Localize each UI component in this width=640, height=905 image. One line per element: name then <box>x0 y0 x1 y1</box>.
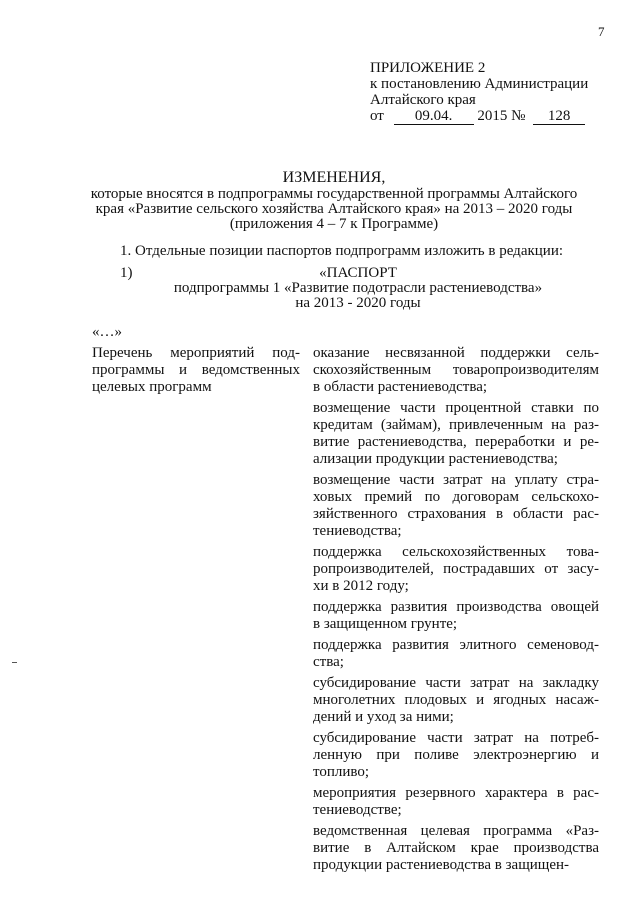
number-label: № <box>511 108 526 124</box>
measure-line: ства; <box>313 654 344 670</box>
passport-item-number: 1) <box>120 265 133 281</box>
ellipsis-quote: «…» <box>92 324 122 340</box>
measure-item <box>313 637 599 671</box>
measure-line: возмещение части затрат на уплату стра- <box>313 472 599 488</box>
measure-line: субсидирование части затрат на закладку <box>313 675 599 691</box>
from-label: от <box>370 108 384 124</box>
measure-line: в защищенном грунте; <box>313 616 458 632</box>
measure-line: витие растениеводства, переработки и ре- <box>313 434 599 450</box>
measure-line: тениеводстве; <box>313 802 402 818</box>
measure-line: кредитам (займам), привлеченным на раз- <box>313 417 599 433</box>
appendix-line-1: к постановлению Администрации <box>370 76 589 92</box>
measure-line: поддержка развития элитного семеновод- <box>313 637 599 653</box>
measure-line: возмещение части процентной ставки по <box>313 400 599 416</box>
passport-title: «ПАСПОРТ <box>319 265 397 281</box>
measure-line: топливо; <box>313 764 370 780</box>
measure-line: ленную при поливе электроэнергию и <box>313 747 599 763</box>
measure-line: ализации продукции растениеводства; <box>313 451 558 467</box>
measure-item <box>313 544 599 595</box>
measure-item <box>313 730 599 781</box>
decree-number: 128 <box>533 108 585 125</box>
passport-title-block <box>120 266 596 311</box>
changes-line-1: которые вносятся в подпрограммы государственной программы Алтайского <box>90 186 578 202</box>
measure-line: субсидирование части затрат на потреб- <box>313 730 599 746</box>
measure-line: поддержка сельскохозяйственных това- <box>313 544 599 560</box>
measure-item <box>313 675 599 726</box>
changes-line-2: края «Развитие сельского хозяйства Алтайского края» на 2013 – 2020 годы <box>95 201 573 217</box>
intro-paragraph: 1. Отдельные позиции паспортов подпрограмм изложить в редакции: <box>120 243 564 259</box>
measure-line: ведомственная целевая программа «Раз- <box>313 823 599 839</box>
decree-date: 09.04. <box>394 108 474 125</box>
measure-item <box>313 785 599 819</box>
measure-line: хи в 2012 году; <box>313 578 409 594</box>
decree-year: 2015 <box>477 108 508 124</box>
page-number: 7 <box>598 24 605 39</box>
passport-heading <box>120 266 620 320</box>
measure-line: ропроизводителей, пострадавших от засу- <box>313 561 599 577</box>
measure-line: продукции растениеводства в защищен- <box>313 857 569 873</box>
passport-subtitle: подпрограммы 1 «Развитие подотрасли растениеводства» <box>173 280 543 296</box>
changes-line-3: (приложения 4 – 7 к Программе) <box>229 216 439 232</box>
passport-years: на 2013 - 2020 годы <box>295 295 421 311</box>
measure-line: ховых премий по договорам сельскохо- <box>313 489 599 505</box>
measure-line: зяйственного страхования в области рас- <box>313 506 599 522</box>
measure-line: дений и уход за ними; <box>313 709 454 725</box>
measure-line: оказание несвязанной поддержки сель- <box>313 345 599 361</box>
measure-item <box>313 823 599 874</box>
row-label-line: программы и ведомственных <box>92 362 300 378</box>
measure-line: поддержка развития производства овощей <box>313 599 599 615</box>
margin-mark <box>12 662 17 663</box>
appendix-date-line <box>370 108 610 125</box>
measure-line: витие в Алтайском крае производства <box>313 840 599 856</box>
row-label-line: целевых программ <box>92 379 212 395</box>
row-label-line: Перечень мероприятий под- <box>92 345 300 361</box>
measure-line: многолетних плодовых и ягодных насаж- <box>313 692 599 708</box>
appendix-line-2: Алтайского края <box>370 92 476 108</box>
measure-item <box>313 599 599 633</box>
measure-line: тениеводства; <box>313 523 402 539</box>
changes-heading <box>40 170 628 232</box>
row-label <box>92 345 300 396</box>
appendix-title: ПРИЛОЖЕНИЕ 2 <box>370 60 486 76</box>
measure-item <box>313 345 599 396</box>
measure-line: мероприятия резервного характера в рас- <box>313 785 599 801</box>
appendix-header <box>370 60 610 125</box>
measure-item <box>313 400 599 468</box>
measures-list <box>313 345 599 878</box>
measure-line: в области растениеводства; <box>313 379 488 395</box>
changes-title: ИЗМЕНЕНИЯ, <box>282 169 386 186</box>
measure-line: скохозяйственным товаропроизводителям <box>313 362 599 378</box>
measure-item <box>313 472 599 540</box>
